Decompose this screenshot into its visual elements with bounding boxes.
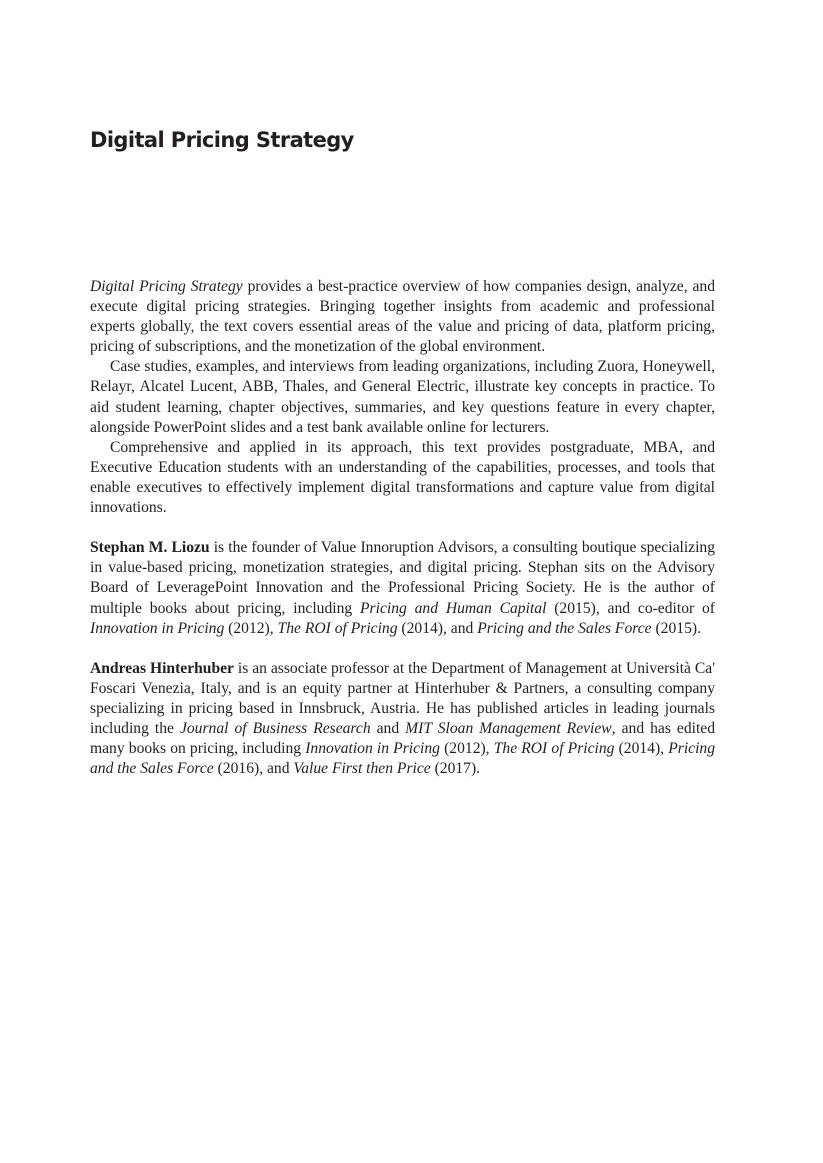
italic-title-text: Journal of Business Research — [179, 720, 371, 738]
body-text: (2014), — [614, 740, 669, 758]
body-text: is an associate professor at the Department of Management at Università Ca' Foscari Venezia, Italy, and is an equity partner at Hinterhuber & Partners, a consulting company specializing in pricing based in Innsbruck, Austria. He has published articles in leading journals including the — [90, 659, 715, 738]
page-title: Digital Pricing Strategy — [90, 128, 354, 152]
italic-title-text: Pricing and the Sales Force — [90, 740, 715, 778]
body-text: (2012), — [224, 619, 278, 637]
body-text: (2015), and co-editor of — [546, 599, 716, 617]
author-name: Stephan M. Liozu — [90, 539, 210, 557]
italic-title-text: The ROI of Pricing — [493, 740, 615, 758]
italic-title-text: The ROI of Pricing — [277, 619, 398, 637]
italic-title-text: Pricing and Human Capital — [360, 599, 547, 617]
body-text: , and has edited many books on pricing, including — [90, 720, 716, 758]
description-paragraph-3 — [90, 438, 715, 518]
author-bio-hinterhuber — [90, 659, 715, 780]
italic-title-text: MIT Sloan Management Review — [405, 720, 612, 738]
body-text: (2015). — [651, 619, 701, 637]
description-paragraph-2 — [90, 357, 715, 437]
body-text: (2012), — [439, 740, 494, 758]
body-text: and — [370, 720, 406, 738]
body-text: (2014), and — [397, 619, 478, 637]
italic-title-text: Innovation in Pricing — [90, 619, 225, 637]
body-text: Case studies, examples, and interviews from leading organizations, including Zuora, Honeywell, Relayr, Alcatel Lucent, ABB, Thales, and General Electric, illustrate key concepts in practice. To aid student learning, chapter objectives, summaries, and key questions feature in every chapter, alongside PowerPoint slides and a test bank available online for lecturers. — [90, 358, 715, 436]
body-text: (2017). — [430, 760, 481, 778]
italic-title-text: Value First then Price — [293, 760, 431, 778]
body-text: Comprehensive and applied in its approach, this text provides postgraduate, MBA, and Executive Education students with an understanding of the capabilities, processes, and tools that enable executives to effectively implement digital transformations and capture value from digital innovations. — [90, 438, 715, 517]
italic-title-text: Innovation in Pricing — [305, 740, 440, 758]
italic-title-text: Pricing and the Sales Force — [477, 619, 652, 637]
author-name: Andreas Hinterhuber — [90, 659, 234, 677]
italic-title-text: Digital Pricing Strategy — [90, 278, 243, 295]
body-text: is the founder of Value Innoruption Advisors, a consulting boutique specializing in value-based pricing, monetization strategies, and digital pricing. Stephan sits on the Advisory Board of LeveragePoint Innovation and the Professional Pricing Society. He is the author of multiple books about pricing, including — [90, 539, 715, 617]
description-paragraph-1 — [90, 277, 715, 357]
book-description — [90, 277, 715, 779]
body-text: provides a best-practice overview of how companies design, analyze, and execute digital pricing strategies. Bringing together insights from academic and professional experts globally, the text covers essential areas of the value and pricing of data, platform pricing, pricing of subscriptions, and the monetization of the global environment. — [90, 278, 715, 356]
body-text: (2016), and — [213, 760, 294, 778]
author-bio-liozu — [90, 538, 715, 638]
